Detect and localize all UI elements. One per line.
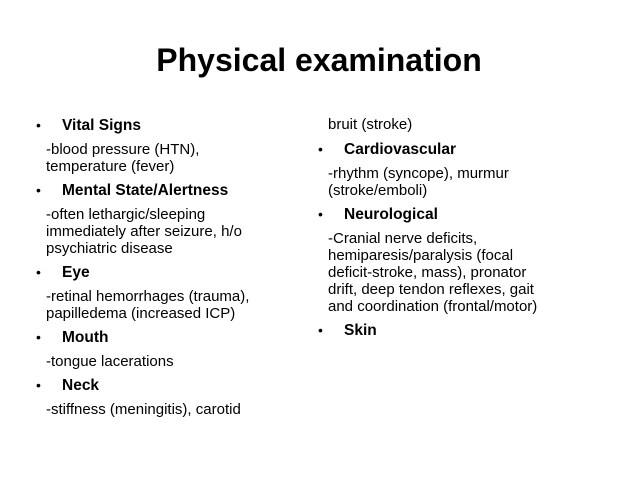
bullet-dot-icon: • (36, 117, 41, 133)
bullet-neck (36, 376, 306, 395)
right-column (318, 116, 608, 340)
sub-line: deficit-stroke, mass), pronator (328, 264, 527, 281)
bullet-dot-icon: • (318, 322, 323, 338)
bullet-skin (318, 321, 608, 340)
sub-line: -retinal hemorrhages (trauma), (46, 288, 250, 305)
bullet-neurological (318, 205, 608, 224)
sub-line: -Cranial nerve deficits, (328, 230, 478, 247)
slide-title: Physical examination (156, 42, 482, 78)
sub-line: (stroke/emboli) (328, 182, 428, 199)
sub-line-continuation: bruit (stroke) (328, 116, 413, 133)
sub-line: psychiatric disease (46, 240, 173, 257)
bullet-heading: Vital Signs (62, 117, 141, 134)
sub-line: -stiffness (meningitis), carotid (46, 401, 241, 418)
bullet-heading: Neurological (344, 206, 438, 223)
bullet-dot-icon: • (318, 206, 323, 222)
bullet-eye (36, 263, 306, 282)
sub-line: drift, deep tendon reflexes, gait (328, 281, 534, 298)
bullet-dot-icon: • (36, 182, 41, 198)
bullet-heading: Neck (62, 377, 100, 394)
bullet-mental-state (36, 181, 306, 200)
sub-line: -rhythm (syncope), murmur (328, 165, 509, 182)
bullet-dot-icon: • (36, 329, 41, 345)
bullet-heading: Cardiovascular (344, 141, 456, 158)
sub-line: and coordination (frontal/motor) (328, 298, 538, 315)
bullet-heading: Mouth (62, 329, 109, 346)
bullet-cardiovascular (318, 140, 608, 159)
bullet-dot-icon: • (318, 141, 323, 157)
bullet-mouth (36, 328, 306, 347)
sub-line: -tongue lacerations (46, 353, 174, 370)
sub-line: hemiparesis/paralysis (focal (328, 247, 514, 264)
sub-line: temperature (fever) (46, 158, 175, 175)
bullet-vital-signs (36, 116, 306, 135)
bullet-dot-icon: • (36, 264, 41, 280)
sub-line: -often lethargic/sleeping (46, 206, 206, 223)
sub-line: immediately after seizure, h/o (46, 223, 242, 240)
bullet-dot-icon: • (36, 377, 41, 393)
left-column (36, 116, 306, 418)
sub-line: -blood pressure (HTN), (46, 141, 200, 158)
bullet-heading: Skin (344, 322, 377, 339)
bullet-heading: Eye (62, 264, 90, 281)
bullet-heading: Mental State/Alertness (62, 182, 229, 199)
sub-line: papilledema (increased ICP) (46, 305, 236, 322)
